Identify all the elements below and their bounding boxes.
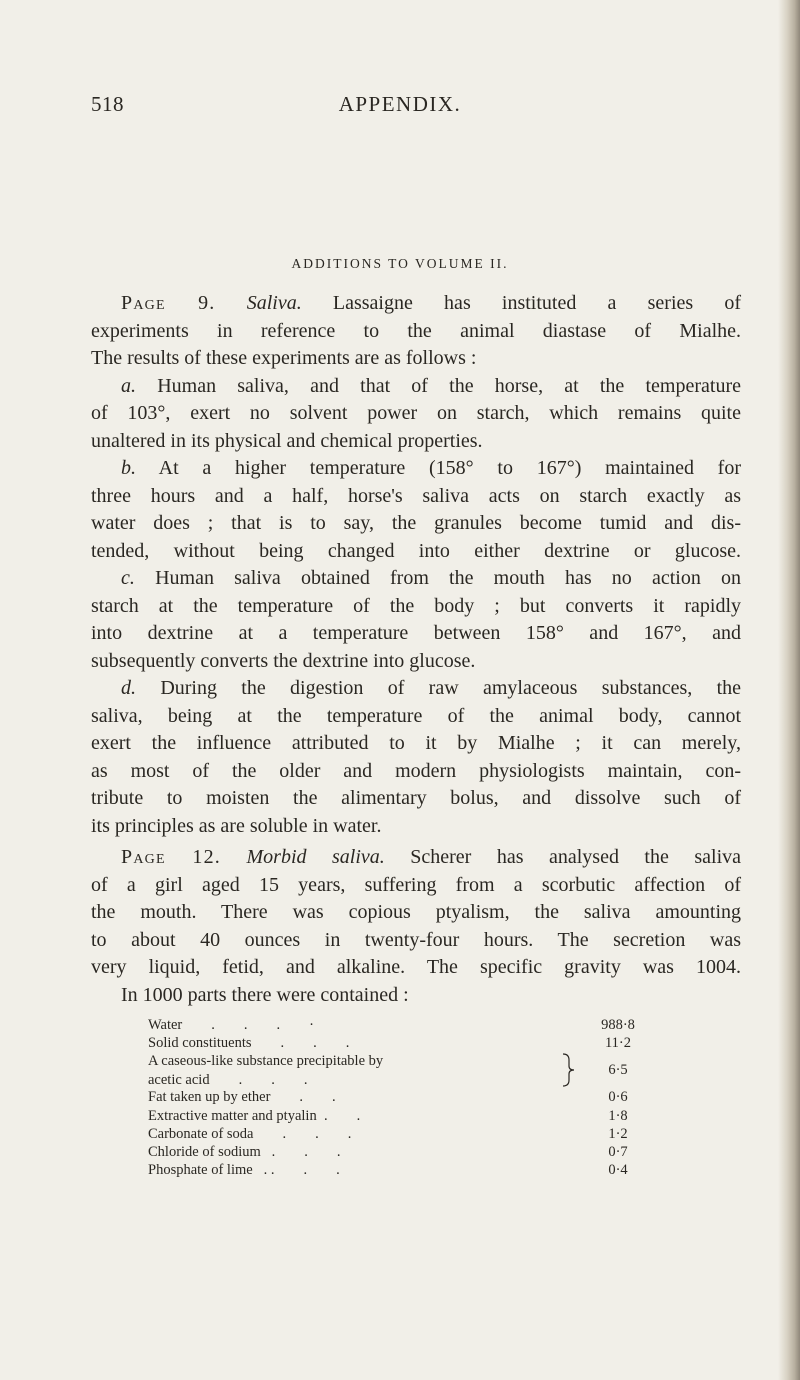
text-line: d. During the digestion of raw amylaceous substances, the: [121, 677, 741, 699]
row-label: Phosphate of lime . . . .: [148, 1162, 340, 1179]
table-row: [148, 1052, 648, 1088]
page-label: Page 12.: [121, 846, 221, 868]
page-number: 518: [91, 92, 124, 116]
row-label: Extractive matter and ptyalin . .: [148, 1107, 361, 1124]
row-label: Carbonate of soda . . .: [148, 1125, 352, 1142]
text-line: three hours and a half, horse's saliva acts on starch exactly as: [91, 484, 741, 507]
brace-icon: [560, 1053, 580, 1087]
table-row: [148, 1143, 648, 1161]
row-value: 11·2: [604, 1035, 632, 1052]
text-line: unaltered in its physical and chemical properties.: [91, 429, 483, 452]
text-line: b. At a higher temperature (158° to 167°) maintained for: [121, 457, 741, 479]
table-row: [148, 1034, 648, 1052]
text-line: exert the influence attributed to it by Mialhe ; it can merely,: [91, 732, 741, 754]
text-line: its principles as are soluble in water.: [91, 814, 382, 837]
text-line: saliva, being at the temperature of the animal body, cannot: [91, 704, 741, 727]
text-line: into dextrine at a temperature between 158° and 167°, and: [91, 622, 741, 644]
text-line: very liquid, fetid, and alkaline. The specific gravity was 1004.: [91, 956, 741, 978]
text-line: The results of these experiments are as follows :: [91, 347, 477, 369]
row-value: 0·6: [608, 1089, 628, 1106]
text-line: In 1000 parts there were contained :: [121, 983, 409, 1006]
text-line: Page 12. Morbid saliva. Scherer has analysed the saliva: [121, 846, 742, 868]
text-line: the mouth. There was copious ptyalism, the saliva amounting: [91, 901, 741, 923]
row-value: 0·4: [608, 1162, 628, 1179]
text-line: c. Human saliva obtained from the mouth has no action on: [121, 567, 741, 589]
text-line: tribute to moisten the alimentary bolus, and dissolve such of: [91, 787, 741, 809]
text-line: water does ; that is to say, the granules become tumid and dis-: [91, 512, 741, 534]
table-row: [148, 1107, 648, 1125]
row-value: 1·2: [608, 1125, 628, 1142]
text-line: to about 40 ounces in twenty-four hours. The secretion was: [91, 928, 741, 951]
text-line: Page 9. Saliva. Lassaigne has instituted a series of: [121, 292, 742, 314]
row-label: Fat taken up by ether . .: [148, 1089, 336, 1106]
table-row: [148, 1125, 648, 1143]
page-header: [0, 92, 800, 124]
item-marker: d.: [121, 677, 136, 699]
row-value: 6·5: [608, 1062, 628, 1079]
text-line: of a girl aged 15 years, suffering from a scorbutic affection of: [91, 873, 741, 896]
topic-label: Saliva.: [246, 292, 302, 314]
topic-label: Morbid saliva.: [246, 846, 385, 868]
text-line: starch at the temperature of the body ; but converts it rapidly: [91, 594, 741, 617]
row-value: 988·8: [601, 1017, 635, 1033]
item-marker: b.: [121, 457, 136, 479]
paragraph-page-9: [91, 290, 741, 840]
paragraph-page-12: [91, 844, 741, 1009]
composition-table: [148, 1016, 648, 1179]
row-value: 1·8: [608, 1107, 628, 1124]
row-label: A caseous-like substance precipitable by: [148, 1053, 384, 1070]
page-edge-shadow: [778, 0, 800, 1380]
text-line: of 103°, exert no solvent power on starch, which remains quite: [91, 402, 741, 424]
text-line: subsequently converts the dextrine into glucose.: [91, 649, 476, 672]
section-heading: ADDITIONS TO VOLUME II.: [291, 256, 509, 271]
table-row: [148, 1016, 648, 1034]
row-label-continued: acetic acid . . .: [148, 1071, 308, 1088]
row-label: Solid constituents . . .: [148, 1035, 350, 1052]
table-row: [148, 1161, 648, 1179]
page-label: Page 9.: [121, 292, 216, 314]
row-label: Water . . . ·: [148, 1017, 314, 1033]
text-line: tended, without being changed into either dextrine or glucose.: [91, 539, 741, 562]
text-line: experiments in reference to the animal diastase of Mialhe.: [91, 319, 741, 342]
item-marker: a.: [121, 374, 136, 397]
running-head: APPENDIX.: [338, 92, 462, 116]
table-row: [148, 1088, 648, 1106]
row-value: 0·7: [608, 1143, 628, 1160]
text-line: as most of the older and modern physiologists maintain, con-: [91, 759, 741, 782]
row-label: Chloride of sodium . . .: [148, 1143, 341, 1160]
item-marker: c.: [121, 567, 135, 589]
text-line: a. Human saliva, and that of the horse, at the temperature: [121, 374, 741, 397]
